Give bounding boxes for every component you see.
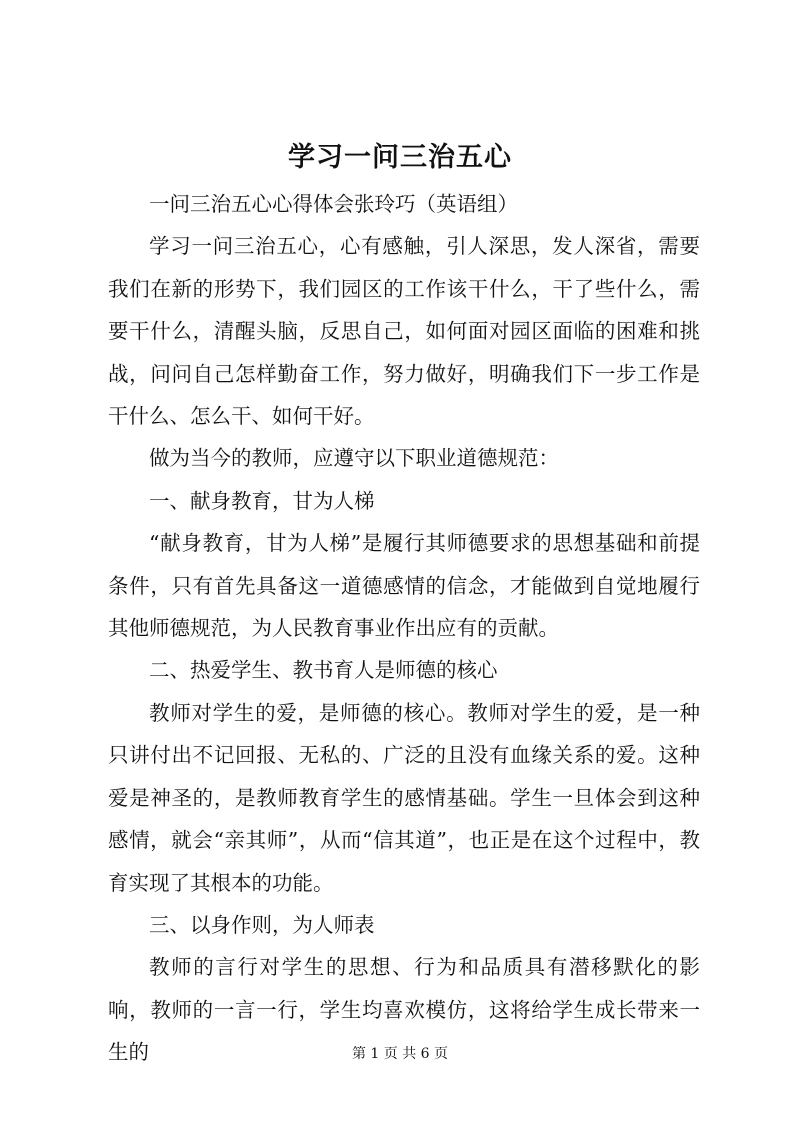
paragraph: 做为当今的教师，应遵守以下职业道德规范： — [149, 446, 559, 471]
document-title: 学习一问三治五心 — [288, 142, 512, 173]
section-heading-2: 二、热爱学生、教书育人是师德的核心 — [149, 658, 498, 683]
section-heading-3: 三、以身作则，为人师表 — [149, 912, 375, 937]
section-heading-1: 一、献身教育，甘为人梯 — [149, 488, 375, 513]
paragraph: 学习一问三治五心，心有感触，引人深思，发人深省，需要我们在新的形势下，我们园区的工作该干什么，干了些什么，需要干什么，清醒头脑，反思自己，如何面对园区面临的困难和挑战，问问自己怎样勤奋工作，努力做好，明确我们下一步工作是干什么、怎么干、如何干好。 — [108, 234, 700, 429]
page-footer: 第 1 页 共 6 页 — [351, 1046, 449, 1062]
document-body — [108, 183, 700, 1074]
paragraph: “献身教育，甘为人梯”是履行其师德要求的思想基础和前提条件，只有首先具备这一道德感情的信念，才能做到自觉地履行其他师德规范，为人民教育事业作出应有的贡献。 — [108, 531, 700, 641]
paragraph-subtitle: 一问三治五心心得体会张玲巧（英语组） — [149, 192, 518, 216]
paragraph: 教师的言行对学生的思想、行为和品质具有潜移默化的影响，教师的一言一行，学生均喜欢模仿，这将给学生成长带来一生的 — [108, 955, 700, 1065]
paragraph: 教师对学生的爱，是师德的核心。教师对学生的爱，是一种只讲付出不记回报、无私的、广泛的且没有血缘关系的爱。这种爱是神圣的，是教师教育学生的感情基础。学生一旦体会到这种感情，就会“亲其师”，从而“信其道”，也正是在这个过程中，教育实现了其根本的功能。 — [108, 700, 700, 895]
